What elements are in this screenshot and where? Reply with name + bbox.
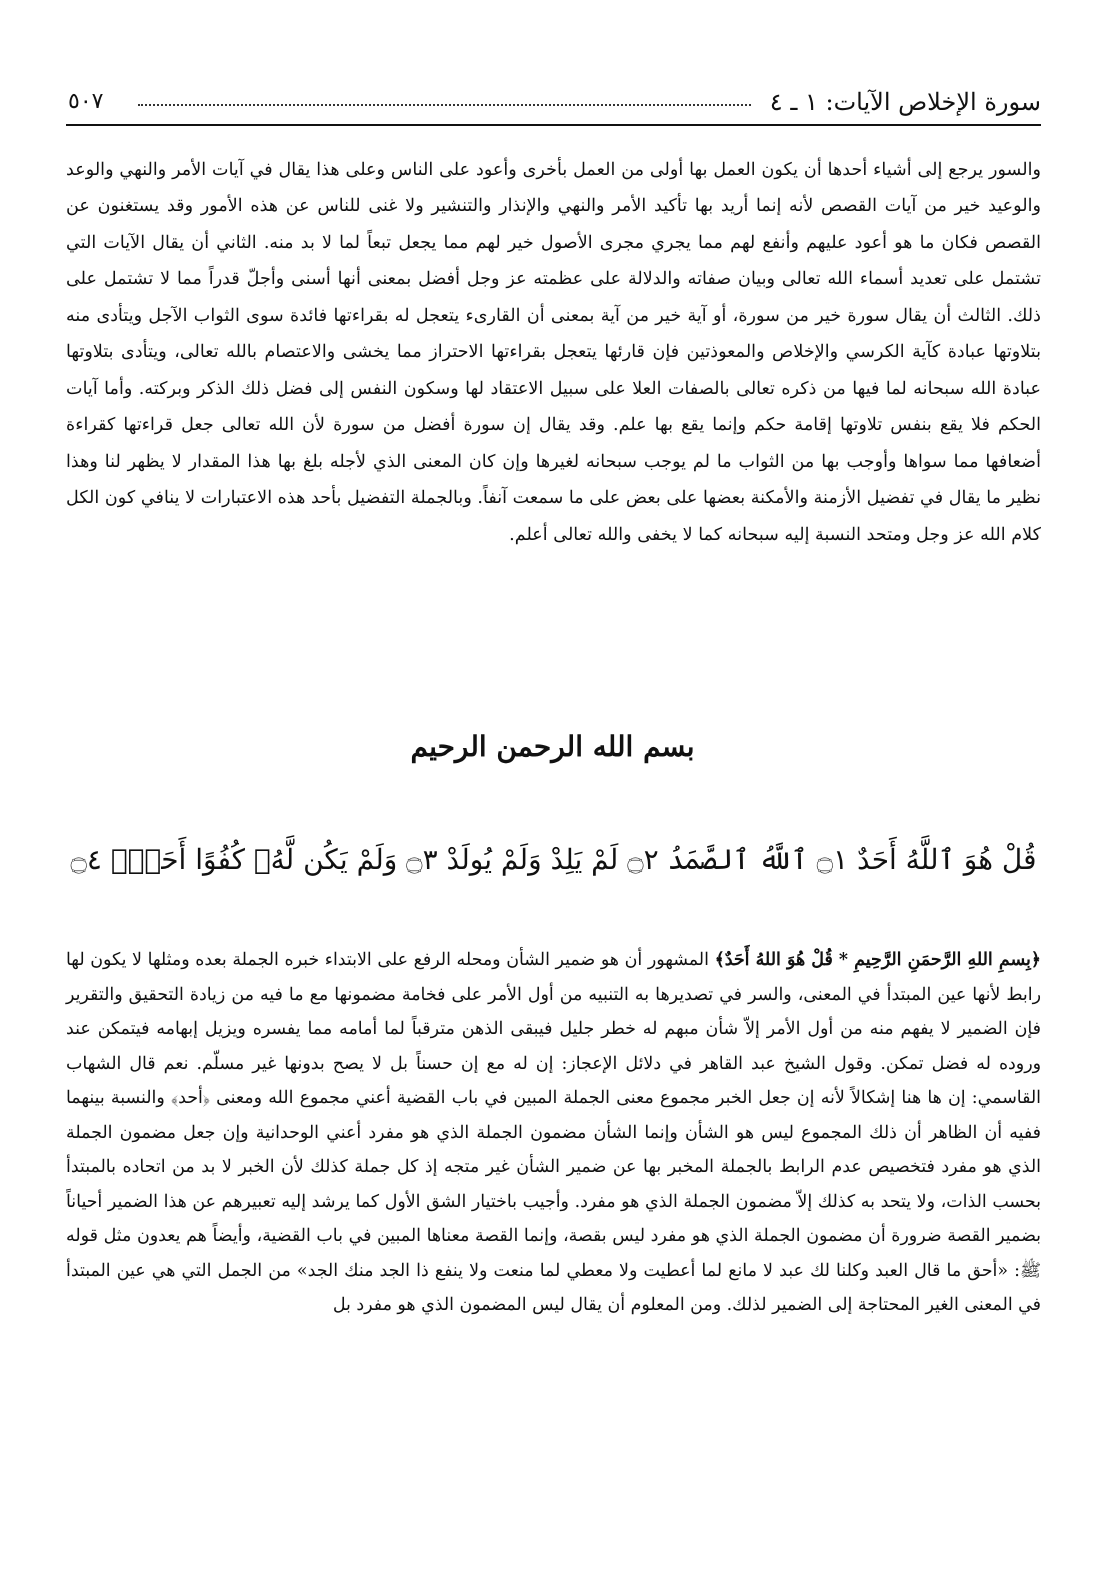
running-header	[66, 84, 1041, 126]
page-number: ٥٠٧	[68, 89, 104, 114]
basmala-heading: بسم الله الرحمن الرحيم	[410, 730, 695, 763]
dotted-leader	[138, 104, 751, 106]
commentary-paragraph-1: والسور يرجع إلى أشياء أحدها أن يكون العمل بها أولى من العمل بأخرى وأعود على الناس وعلى هذا يقال في آيات الأمر والنهي والوعد والوعيد خير من آيات القصص لأنه إنما أريد بها تأكيد الأمر والنهي والإنذار والتنشير ولا غنى للناس عن هذه الأمور وقد يستغنون عن القصص فكان ما هو أعود عليهم وأنفع لهم مما يجري مجرى الأصول خير لهم مما يجعل تبعاً لما لا بد منه. الثاني أن يقال الآيات التي تشتمل على تعديد أسماء الله تعالى وبيان صفاته والدلالة على عظمته عز وجل أفضل بمعنى أنها أسنى وأجلّ قدراً مما لا تشتمل على ذلك. الثالث أن يقال سورة خير من سورة، أو آية خير من آية بمعنى أن القارىء يتعجل له بقراءتها فائدة سوى الثواب الآجل ويتأدى منه بتلاوتها عبادة كآية الكرسي والإخلاص والمعوذتين فإن قارئها يتعجل بقراءتها الاحتراز مما يخشى والاعتصام بالله تعالى، ويتأدى بتلاوتها عبادة الله سبحانه لما فيها من ذكره تعالى بالصفات العلا على سبيل الاعتقاد لها وسكون النفس إلى فضل ذلك الذكر وبركته. وأما آيات الحكم فلا يقع بنفس تلاوتها إقامة حكم وإنما يقع بها علم. وقد يقال إن سورة أفضل من سورة لأن الله تعالى جعل قراءتها كقراءة أضعافها مما سواها وأوجب بها من الثواب ما لم يوجب سبحانه لغيرها وإن كان المعنى الذي لأجله بلغ بها هذا المقدار لا يظهر لنا وهذا نظير ما يقال في تفضيل الأزمنة والأمكنة بعضها على بعض على ما سمعت آنفاً. وبالجملة التفضيل بأحد هذه الاعتبارات لا ينافي كون الكل كلام الله عز وجل ومتحد النسبة إليه سبحانه كما لا يخفى والله تعالى أعلم.	[66, 159, 1041, 545]
quoted-verse: ﴿بِسمِ اللهِ الرَّحمَنِ الرَّحِيمِ * قُلْ هُوَ اللهُ أَحَدٌ﴾	[714, 950, 1041, 971]
commentary-paragraph-2	[66, 943, 1041, 1323]
quran-verse-line: قُلْ هُوَ ٱللَّهُ أَحَدٌ ۝١ ٱللَّهُ ٱلصَّمَدُ ۝٢ لَمْ يَلِدْ وَلَمْ يُولَدْ ۝٣ وَلَمْ يَكُن لَّهُۥ كُفُوًا أَحَدٌۢ ۝٤	[70, 843, 1037, 876]
running-title: سورة الإخلاص الآيات: ١ ـ ٤	[769, 88, 1041, 116]
commentary-text: المشهور أن هو ضمير الشأن ومحله الرفع على الابتداء خبره الجملة بعده ومثلها لا يكون لها رابط لأنها عين المبتدأ في المعنى، والسر في تصديرها به التنبيه من أول الأمر على فخامة مضمونها مع ما فيه من زيادة التحقيق والتقرير فإن الضمير لا يفهم منه من أول الأمر إلاّ شأن مبهم له خطر جليل فيبقى الذهن مترقباً لما أمامه مما يفسره ويزيل إبهامه فيتمكن عند وروده له فضل تمكن. وقول الشيخ عبد القاهر في دلائل الإعجاز: إن له مع إن حسناً بل لا يصح بدونها غير مسلّم. نعم قال الشهاب القاسمي: إن ها هنا إشكالاً لأنه إن جعل الخبر مجموع معنى الجملة المبين في باب القضية أعني مجموع الله ومعنى ﴿أحد﴾ والنسبة بينهما ففيه أن الظاهر أن ذلك المجموع ليس هو الشأن وإنما الشأن مضمون الجملة الذي هو مفرد أعني الوحدانية وإن جعل مضمون الجملة الذي هو مفرد فتخصيص عدم الرابط بالجملة المخبر بها عن ضمير الشأن غير متجه إذ كل جملة كذلك لأن الخبر لا بد من اتحاده بالمبتدأ بحسب الذات، ولا يتحد به كذلك إلاّ مضمون الجملة الذي هو مفرد. وأجيب باختيار الشق الأول كما يرشد إليه تعبيرهم عن هذا الضمير أحياناً بضمير القصة ضرورة أن مضمون الجملة الذي هو مفرد ليس بقصة، وإنما القصة معناها المبين في باب القضية، وأيضاً هم يعدون مثل قوله ﷺ: «أحق ما قال العبد وكلنا لك عبد لا مانع لما أعطيت ولا معطي لما منعت ولا ينفع ذا الجد منك الجد» من الجمل التي هي عين المبتدأ في المعنى الغير المحتاجة إلى الضمير لذلك. ومن المعلوم أن يقال ليس المضمون الذي هو مفرد بل	[66, 950, 1041, 1316]
